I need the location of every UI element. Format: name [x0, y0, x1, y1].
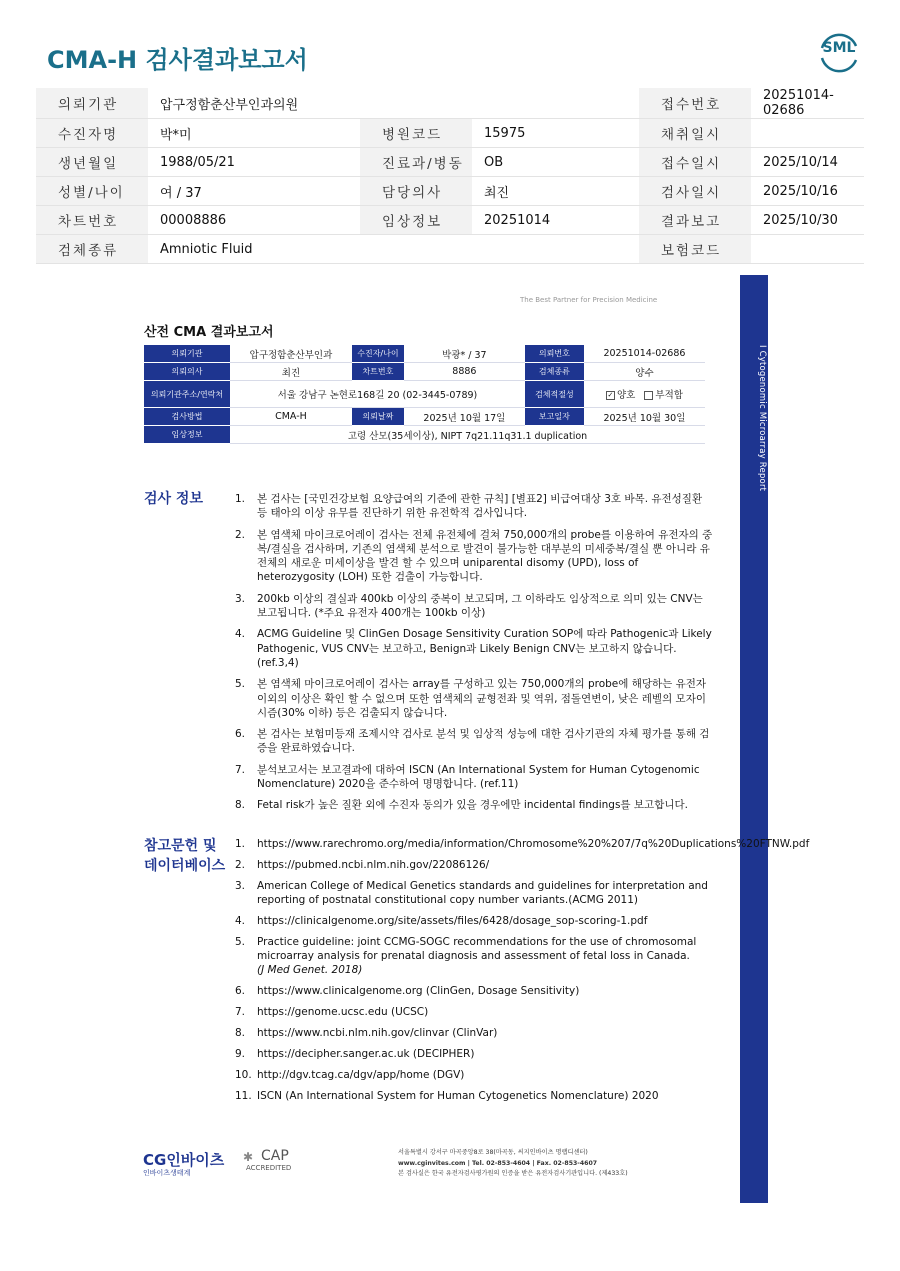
list-item-text: https://decipher.sanger.ac.uk (DECIPHER): [257, 1048, 475, 1061]
cap-logo-sub: ACCREDITED: [246, 1164, 292, 1172]
table-row: [36, 88, 864, 119]
list-item-number: 7.: [235, 1006, 246, 1019]
list-item-text: http://dgv.tcag.ca/dgv/app/home (DGV): [257, 1068, 465, 1081]
list-item-text: https://genome.ucsc.edu (UCSC): [257, 1006, 429, 1019]
info-label: 검체적절성: [525, 381, 584, 408]
info-label: 검체종류: [525, 363, 584, 381]
info-label: 의뢰기관: [144, 345, 230, 363]
list-item-number: 5.: [235, 935, 246, 948]
list-item-citation: (J Med Genet. 2018): [257, 964, 363, 977]
label-doctor: 담당의사: [360, 177, 472, 206]
list-item-number: 4.: [235, 914, 246, 927]
cg-invites-logo-sub: 인바이츠생태계: [143, 1169, 191, 1177]
list-item-text: https://www.clinicalgenome.org (ClinGen, Dosage Sensitivity): [257, 985, 580, 998]
label-chart-number: 차트번호: [36, 206, 148, 235]
value-requesting-institution: 압구정함춘산부인과의원: [148, 88, 639, 119]
info-value: 2025년 10월 17일: [404, 408, 525, 426]
list-item: [235, 1089, 713, 1103]
label-insurance-code: 보험코드: [639, 235, 751, 264]
label-birth-date: 생년월일: [36, 148, 148, 177]
list-item: [235, 858, 713, 872]
info-value: 박광* / 37: [404, 345, 525, 363]
value-receipt-date: 2025/10/14: [751, 148, 864, 177]
list-item-text: American College of Medical Genetics standards and guidelines for interpretation and reporting of postnatal constitutional copy number variants.(ACMG 2011): [257, 879, 708, 907]
value-test-date: 2025/10/16: [751, 177, 864, 206]
list-item-number: 1.: [235, 493, 246, 505]
list-item: [235, 592, 713, 621]
label-result-report: 결과보고: [639, 206, 751, 235]
info-label: 보고일자: [525, 408, 584, 426]
info-value: 압구정함춘산부인과: [230, 345, 352, 363]
list-item-text: Fetal risk가 높은 질환 외에 수진자 동의가 있을 경우에만 incidental findings를 보고합니다.: [257, 799, 688, 812]
value-hospital-code: 15975: [472, 119, 639, 148]
list-item-text: ACMG Guideline 및 ClinGen Dosage Sensitivity Curation SOP에 따라 Pathogenic과 Likely Pathogenic, VUS CNV는 보고하고, Benign과 Likely Benign CNV는 보고하지 않습니다. (ref.3,4): [257, 628, 712, 669]
label-patient-name: 수진자명: [36, 119, 148, 148]
list-item-number: 10.: [235, 1068, 252, 1081]
value-receipt-number: 20251014-02686: [751, 88, 864, 119]
list-item-number: 3.: [235, 879, 246, 892]
footer-address: [398, 1148, 628, 1180]
info-value: 서울 강남구 논현로168길 20 (02-3445-0789): [230, 381, 525, 408]
info-label: 임상정보: [144, 426, 230, 444]
test-info-list: [235, 492, 713, 820]
list-item-number: 1.: [235, 838, 246, 850]
list-item: [235, 727, 713, 756]
list-item-text: ISCN (An International System for Human Cytogenetics Nomenclature) 2020: [257, 1089, 659, 1102]
table-row: [36, 119, 864, 148]
list-item-number: 8.: [235, 799, 246, 812]
cap-logo-text: CAP: [261, 1148, 289, 1164]
list-item: [235, 1026, 713, 1040]
report-tagline: The Best Partner for Precision Medicine: [520, 296, 658, 304]
list-item-text: https://pubmed.ncbi.nlm.nih.gov/22086126/: [257, 858, 490, 871]
value-clinical-info: 20251014: [472, 206, 639, 235]
list-item-text: Practice guideline: joint CCMG-SOGC recommendations for the use of chromosomal microarray analysis for prenatal diagnosis and assessment of fetal loss in Canada.: [257, 935, 697, 963]
specimen-fitness: [584, 381, 705, 408]
list-item: [235, 879, 713, 908]
page-title: CMA-H 검사결과보고서: [47, 46, 308, 74]
table-row: [144, 345, 705, 363]
list-item-number: 8.: [235, 1027, 246, 1040]
references-label-line1: 참고문헌 및: [144, 838, 217, 854]
report-subtitle: 산전 CMA 결과보고서: [144, 325, 274, 340]
label-clinical-info: 임상정보: [360, 206, 472, 235]
list-item-text: 본 염색체 마이크로어레이 검사는 전체 유전체에 걸쳐 750,000개의 probe를 이용하여 유전자의 중복/결실을 검사하며, 기존의 염색체 분석으로 발견이 불가능한 대부분의 미세중복/결실 뿐 아니라 유전체의 새로운 미세이상을 발견 할 수 있으며 uniparental disomy (UPD), loss of heterozygosity (LOH) 또한 검출이 가능합니다.: [257, 528, 713, 584]
list-item-number: 5.: [235, 678, 246, 691]
footer-cert-line: 본 검사실은 한국 유전자검사평가원의 인증을 받은 유전자검사기관입니다. (제433호): [398, 1170, 628, 1177]
references-label-line2: 데이터베이스: [144, 858, 226, 874]
table-row: [144, 381, 705, 408]
cap-seal-icon: ✱: [243, 1150, 254, 1164]
list-item-number: 7.: [235, 763, 246, 776]
list-item: [235, 1047, 713, 1061]
info-label: 의뢰날짜: [352, 408, 404, 426]
info-value: 20251014-02686: [584, 345, 705, 363]
list-item-number: 2.: [235, 858, 246, 871]
label-hospital-code: 병원코드: [360, 119, 472, 148]
list-item-text: https://clinicalgenome.org/site/assets/files/6428/dosage_sop-scoring-1.pdf: [257, 914, 648, 927]
list-item: [235, 1068, 713, 1082]
list-item: [235, 763, 713, 792]
list-item: [235, 492, 713, 521]
table-row: [36, 148, 864, 177]
info-label: 수진자/나이: [352, 345, 404, 363]
table-row: [36, 206, 864, 235]
label-receipt-date: 접수일시: [639, 148, 751, 177]
checked-box-icon: ✓: [607, 391, 614, 399]
section-label-references: [144, 836, 225, 876]
footer-contact-line: www.cginvites.com | Tel. 02-853-4604 | Fax. 02-853-4607: [398, 1159, 598, 1167]
list-item-text: 본 검사는 [국민건강보험 요양급여의 기준에 관한 규칙] [별표2] 비급여대상 3호 바목. 유전성질환 등 태아의 이상 유무를 진단하기 위한 유전학적 검사입니다.: [257, 493, 703, 520]
references-list: [235, 837, 810, 1110]
label-receipt-number: 접수번호: [639, 88, 751, 119]
value-insurance-code: [751, 235, 864, 264]
list-item-number: 4.: [235, 628, 246, 641]
table-row: [144, 408, 705, 426]
value-doctor: 최진: [472, 177, 639, 206]
value-result-report: 2025/10/30: [751, 206, 864, 235]
footer-address-line: 서울특별시 강서구 마곡중앙8로 38(마곡동, 씨지인바이츠 명랩디센터): [398, 1149, 588, 1156]
list-item-text: 분석보고서는 보고결과에 대하여 ISCN (An International System for Human Cytogenomic Nomenclature) 2020을 준수하여 명명합니다. (ref.11): [257, 763, 700, 791]
list-item: [235, 1005, 713, 1019]
fitness-ok: 양호: [616, 390, 636, 401]
list-item: [235, 677, 713, 720]
table-row: [144, 363, 705, 381]
list-item: [235, 984, 713, 998]
value-department: OB: [472, 148, 639, 177]
label-sex-age: 성별/나이: [36, 177, 148, 206]
list-item-number: 2.: [235, 528, 246, 541]
info-value: 양수: [584, 363, 705, 381]
info-value: 2025년 10월 30일: [584, 408, 705, 426]
list-item-number: 11.: [235, 1089, 252, 1102]
value-collection-date: [751, 119, 864, 148]
info-value: 8886: [404, 363, 525, 381]
sml-logo: [816, 30, 862, 74]
list-item-number: 6.: [235, 985, 246, 998]
section-label-test-info: 검사 정보: [144, 491, 203, 507]
value-sex-age: 여 / 37: [148, 177, 360, 206]
cap-accredited-logo: [243, 1148, 313, 1178]
info-value: CMA-H: [230, 408, 352, 426]
label-requesting-institution: 의뢰기관: [36, 88, 148, 119]
list-item-number: 6.: [235, 728, 246, 741]
value-specimen-type: Amniotic Fluid: [148, 235, 639, 264]
list-item: [235, 528, 713, 585]
list-item-text: 본 검사는 보험미등재 조제시약 검사로 분석 및 임상적 성능에 대한 검사기관의 자체 평가를 통해 검증을 완료하였습니다.: [257, 728, 710, 755]
list-item: [235, 798, 713, 812]
info-label: 의뢰번호: [525, 345, 584, 363]
value-chart-number: 00008886: [148, 206, 360, 235]
list-item-text: https://www.ncbi.nlm.nih.gov/clinvar (ClinVar): [257, 1027, 498, 1040]
value-birth-date: 1988/05/21: [148, 148, 360, 177]
list-item: [235, 627, 713, 670]
sml-logo-text: SML: [822, 40, 856, 56]
info-label: 의뢰의사: [144, 363, 230, 381]
table-row: [36, 177, 864, 206]
fitness-no: 부적합: [655, 390, 683, 401]
label-collection-date: 채취일시: [639, 119, 751, 148]
patient-info-table: [36, 88, 864, 264]
info-value: 고령 산모(35세이상), NIPT 7q21.11q31.1 duplication: [230, 426, 705, 444]
list-item-text: 본 염색체 마이크로어레이 검사는 array를 구성하고 있는 750,000개의 probe에 해당하는 유전자 이외의 이상은 확인 할 수 없으며 또한 염색체의 균형전좌 및 역위, 점돌연변이, 낮은 레벨의 모자이시즘(30% 이하) 등은 검출되지 않습니다.: [257, 678, 707, 719]
list-item-text: https://www.rarechromo.org/media/information/Chromosome%20%207/7q%20Duplications%20FTNW.pdf: [257, 838, 810, 850]
label-test-date: 검사일시: [639, 177, 751, 206]
table-row: [36, 235, 864, 264]
list-item: [235, 935, 713, 978]
sidebar-text: I Cytogenomic Microarray Report: [757, 345, 767, 492]
unchecked-box-icon: [644, 391, 653, 400]
info-label: 차트번호: [352, 363, 404, 381]
list-item-number: 3.: [235, 592, 246, 605]
label-specimen-type: 검체종류: [36, 235, 148, 264]
info-label: 의뢰기관주소/연락처: [144, 381, 230, 408]
value-patient-name: 박*미: [148, 119, 360, 148]
label-department: 진료과/병동: [360, 148, 472, 177]
list-item: [235, 837, 810, 851]
cg-invites-logo: CG인바이츠: [143, 1151, 225, 1169]
info-value: 최진: [230, 363, 352, 381]
list-item-number: 9.: [235, 1048, 246, 1061]
report-info-table: [144, 345, 705, 444]
info-label: 검사방법: [144, 408, 230, 426]
list-item: [235, 914, 713, 928]
table-row: [144, 426, 705, 444]
list-item-text: 200kb 이상의 결실과 400kb 이상의 중복이 보고되며, 그 이하라도 임상적으로 의미 있는 CNV는 보고됩니다. (*주요 유전자 400개는 100kb 이상): [257, 592, 703, 620]
